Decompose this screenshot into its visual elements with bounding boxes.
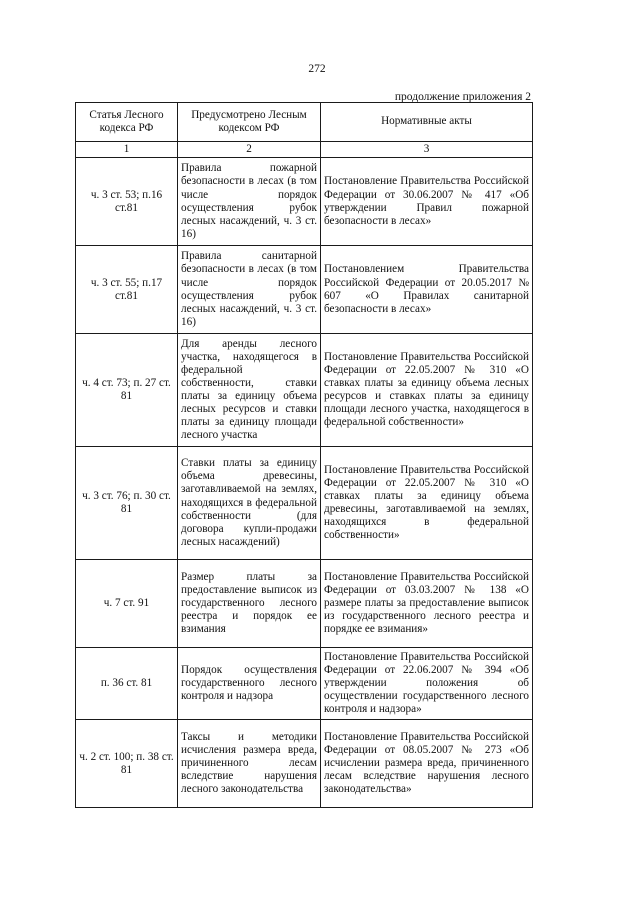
act-cell: Постановление Правительства Российской Федерации от 22.05.2007 № 310 «О ставках платы за единицу объема древесины, заготавливаемой на землях, находящихся в федеральной собственности» [321, 447, 533, 560]
article-cell: ч. 3 ст. 53; п.16 ст.81 [76, 158, 178, 246]
provision-cell: Порядок осуществления государственного лесного контроля и надзора [178, 648, 321, 720]
table-row [76, 447, 533, 560]
provision-cell: Таксы и методики исчисления размера вреда, причиненного лесам вследствие нарушения лесного законодательства [178, 720, 321, 808]
act-cell: Постановлением Правительства Российской Федерации от 20.05.2017 № 607 «О Правилах санитарной безопасности в лесах» [321, 246, 533, 334]
header-acts: Нормативные акты [321, 103, 533, 142]
act-cell: Постановление Правительства Российской Федерации от 30.06.2007 № 417 «Об утверждении Правил пожарной безопасности в лесах» [321, 158, 533, 246]
act-cell: Постановление Правительства Российской Федерации от 22.06.2007 № 394 «Об утверждении положения об осуществлении государственного лесного контроля и надзора» [321, 648, 533, 720]
provision-cell: Правила пожарной безопасности в лесах (в том числе порядок осуществления рубок лесных насаждений, ч. 3 ст. 16) [178, 158, 321, 246]
table-row [76, 334, 533, 447]
table-row [76, 158, 533, 246]
page-number: 272 [308, 63, 326, 75]
provision-cell: Ставки платы за единицу объема древесины, заготавливаемой на землях, находящихся в федеральной собственности (для договора купли-продажи лесных насаждений) [178, 447, 321, 560]
column-number: 3 [321, 142, 533, 158]
act-cell: Постановление Правительства Российской Федерации от 22.05.2007 № 310 «О ставках платы за единицу объема лесных ресурсов и ставках платы за единицу площади лесного участка, находящегося в федеральной собственности» [321, 334, 533, 447]
table-row [76, 720, 533, 808]
table-header-row [76, 103, 533, 142]
header-article: Статья Лесного кодекса РФ [76, 103, 178, 142]
continuation-label: продолжение приложения 2 [394, 91, 531, 103]
article-cell: ч. 3 ст. 76; п. 30 ст. 81 [76, 447, 178, 560]
column-number: 1 [76, 142, 178, 158]
provision-cell: Размер платы за предоставление выписок из государственного лесного реестра и порядок ее взимания [178, 560, 321, 648]
provision-cell: Для аренды лесного участка, находящегося в федеральной собственности, ставки платы за единицу объема лесных ресурсов и ставки платы за единицу площади лесного участка [178, 334, 321, 447]
header-provision: Предусмотрено Лесным кодексом РФ [178, 103, 321, 142]
table-row [76, 648, 533, 720]
article-cell: ч. 4 ст. 73; п. 27 ст. 81 [76, 334, 178, 447]
article-cell: п. 36 ст. 81 [76, 648, 178, 720]
column-number-row [76, 142, 533, 158]
article-cell: ч. 7 ст. 91 [76, 560, 178, 648]
table-row [76, 246, 533, 334]
article-cell: ч. 3 ст. 55; п.17 ст.81 [76, 246, 178, 334]
legal-acts-table [75, 102, 533, 808]
act-cell: Постановление Правительства Российской Федерации от 08.05.2007 № 273 «Об исчислении размера вреда, причиненного лесам вследствие нарушения лесного законодательства» [321, 720, 533, 808]
act-cell: Постановление Правительства Российской Федерации от 03.03.2007 № 138 «О размере платы за предоставление выписок из государственного лесного реестра и порядке ее взимания» [321, 560, 533, 648]
article-cell: ч. 2 ст. 100; п. 38 ст. 81 [76, 720, 178, 808]
provision-cell: Правила санитарной безопасности в лесах (в том числе порядок осуществления рубок лесных насаждений, ч. 3 ст. 16) [178, 246, 321, 334]
column-number: 2 [178, 142, 321, 158]
table-row [76, 560, 533, 648]
